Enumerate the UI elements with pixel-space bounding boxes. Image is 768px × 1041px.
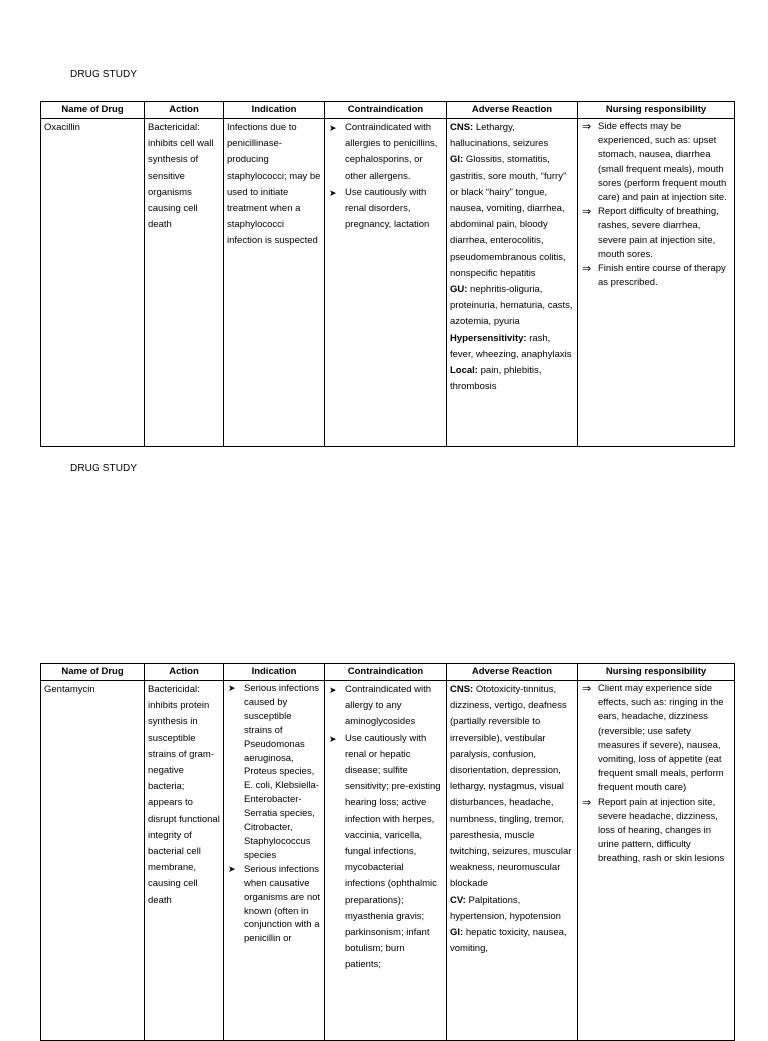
table-row (41, 119, 735, 447)
implies-arrow-icon: ⇒ (582, 796, 592, 809)
arrowhead-bullet-icon: ➤ (228, 863, 236, 874)
drug-study-heading-2: DRUG STUDY (70, 463, 138, 474)
arrowhead-bullet-icon: ➤ (329, 733, 337, 744)
list-item: ➤ Serious infections when causative organisms are not known (often in conjunction with a penicillin or (228, 863, 321, 945)
header-name-of-drug: Name of Drug (41, 664, 145, 681)
header-name-of-drug: Name of Drug (41, 102, 145, 119)
header-nursing-responsibility: Nursing responsibility (578, 102, 735, 119)
header-indication: Indication (224, 102, 325, 119)
adverse-item: CNS: Lethargy, hallucinations, seizures (450, 122, 549, 150)
list-item: ➤ Contraindicated with allergies to penicillins, cephalosporins, or other allergens. (329, 122, 438, 182)
drug-name-cell: Gentamycin (41, 681, 145, 1041)
indication-cell (224, 681, 325, 1041)
drug-table-gentamycin (40, 663, 735, 1041)
indication-cell: Infections due to penicillinase-producing staphylococci; may be used to initiate treatment when a staphylococci infection is suspected (224, 119, 325, 447)
header-action: Action (145, 102, 224, 119)
action-cell: Bactericidal: inhibits protein synthesis in susceptible strains of gram-negative bacteria; appears to disrupt functional integrity of bacterial cell membrane, causing cell death (145, 681, 224, 1041)
list-item: ⇒ Finish entire course of therapy as prescribed. (582, 263, 726, 289)
table-header-row (41, 102, 735, 119)
implies-arrow-icon: ⇒ (582, 121, 592, 133)
header-adverse-reaction: Adverse Reaction (447, 102, 578, 119)
contraindication-cell (325, 119, 447, 447)
list-item: ⇒ Report pain at injection site, severe headache, dizziness, loss of hearing, changes in urine pattern, difficulty breathing, rash or skin lesions (582, 796, 725, 865)
header-adverse-reaction: Adverse Reaction (447, 664, 578, 681)
list-item: ⇒ Client may experience side effects, such as: ringing in the ears, headache, dizziness (reversible; use safety measures if severe), nausea, vomiting, loss of appetite (eat frequent small meals, perform frequent mouth care) (582, 683, 724, 794)
contraindication-cell (325, 681, 447, 1041)
header-indication: Indication (224, 664, 325, 681)
list-item: ⇒ Side effects may be experienced, such as: upset stomach, nausea, diarrhea (small frequent meals), mouth sores (perform frequent mouth care) and pain at injection site. (582, 121, 727, 204)
drug-study-heading-1: DRUG STUDY (70, 69, 138, 80)
adverse-item: GU: nephritis-oliguria, proteinuria, hematuria, casts, azotemia, pyuria (450, 284, 573, 328)
list-item: ➤ Use cautiously with renal or hepatic disease; sulfite sensitivity; pre-existing hearing loss; active infection with herpes, vaccinia, varicella, fungal infections, mycobacterial infections (ophthalmic preparations); myasthenia gravis; parkinsonism; infant botulism; burn patients; (329, 732, 441, 971)
adverse-reaction-cell (447, 119, 578, 447)
arrowhead-bullet-icon: ➤ (329, 123, 337, 133)
adverse-item: Hypersensitivity: rash, fever, wheezing, anaphylaxis (450, 332, 572, 360)
adverse-item: GI: hepatic toxicity, nausea, vomiting, (450, 927, 567, 955)
nursing-cell (578, 119, 735, 447)
drug-table-oxacillin (40, 101, 735, 447)
list-item: ⇒ Report difficulty of breathing, rashes, severe diarrhea, severe pain at injection site, mouth sores. (582, 206, 719, 260)
list-item: ➤ Serious infections caused by susceptible strains of Pseudomonas aeruginosa, Proteus species, E. coli, Klebsiella-Enterobacter-Serratia species, Citrobacter, Staphylococcus species (228, 683, 319, 861)
action-cell: Bactericidal: inhibits cell wall synthesis of sensitive organisms causing cell death (145, 119, 224, 447)
adverse-item: CNS: Ototoxicity-tinnitus, dizziness, vertigo, deafness (partially reversible to irreversible), vestibular paralysis, confusion, disorientation, depression, lethargy, nystagmus, visual disturbances, headache, numbness, tingling, tremor, paresthesia, muscle twitching, seizures, muscular weakness, neuromuscular blockade (450, 684, 572, 890)
adverse-item: CV: Palpitations, hypertension, hypotension (450, 894, 561, 922)
implies-arrow-icon: ⇒ (582, 206, 592, 219)
arrowhead-bullet-icon: ➤ (228, 683, 236, 693)
arrowhead-bullet-icon: ➤ (329, 685, 337, 695)
adverse-item: Local: pain, phlebitis, thrombosis (450, 365, 542, 393)
table-header-row (41, 664, 735, 681)
header-action: Action (145, 664, 224, 681)
nursing-cell (578, 681, 735, 1041)
adverse-item: GI: Glossitis, stomatitis, gastritis, sore mouth, “furry” or black “hairy” tongue, nausea, vomiting, diarrhea, abdominal pain, bloody diarrhea, enterocolitis, pseudomembranous colitis, nonspecific hepatitis (450, 154, 567, 279)
table-row (41, 681, 735, 1041)
drug-name-cell: Oxacillin (41, 119, 145, 447)
header-contraindication: Contraindication (325, 102, 447, 119)
header-nursing-responsibility: Nursing responsibility (578, 664, 735, 681)
header-contraindication: Contraindication (325, 664, 447, 681)
implies-arrow-icon: ⇒ (582, 263, 592, 276)
list-item: ➤ Contraindicated with allergy to any aminoglycosides (329, 684, 432, 728)
implies-arrow-icon: ⇒ (582, 683, 592, 695)
adverse-reaction-cell (447, 681, 578, 1041)
list-item: ➤ Use cautiously with renal disorders, pregnancy, lactation (329, 186, 430, 231)
arrowhead-bullet-icon: ➤ (329, 187, 337, 198)
